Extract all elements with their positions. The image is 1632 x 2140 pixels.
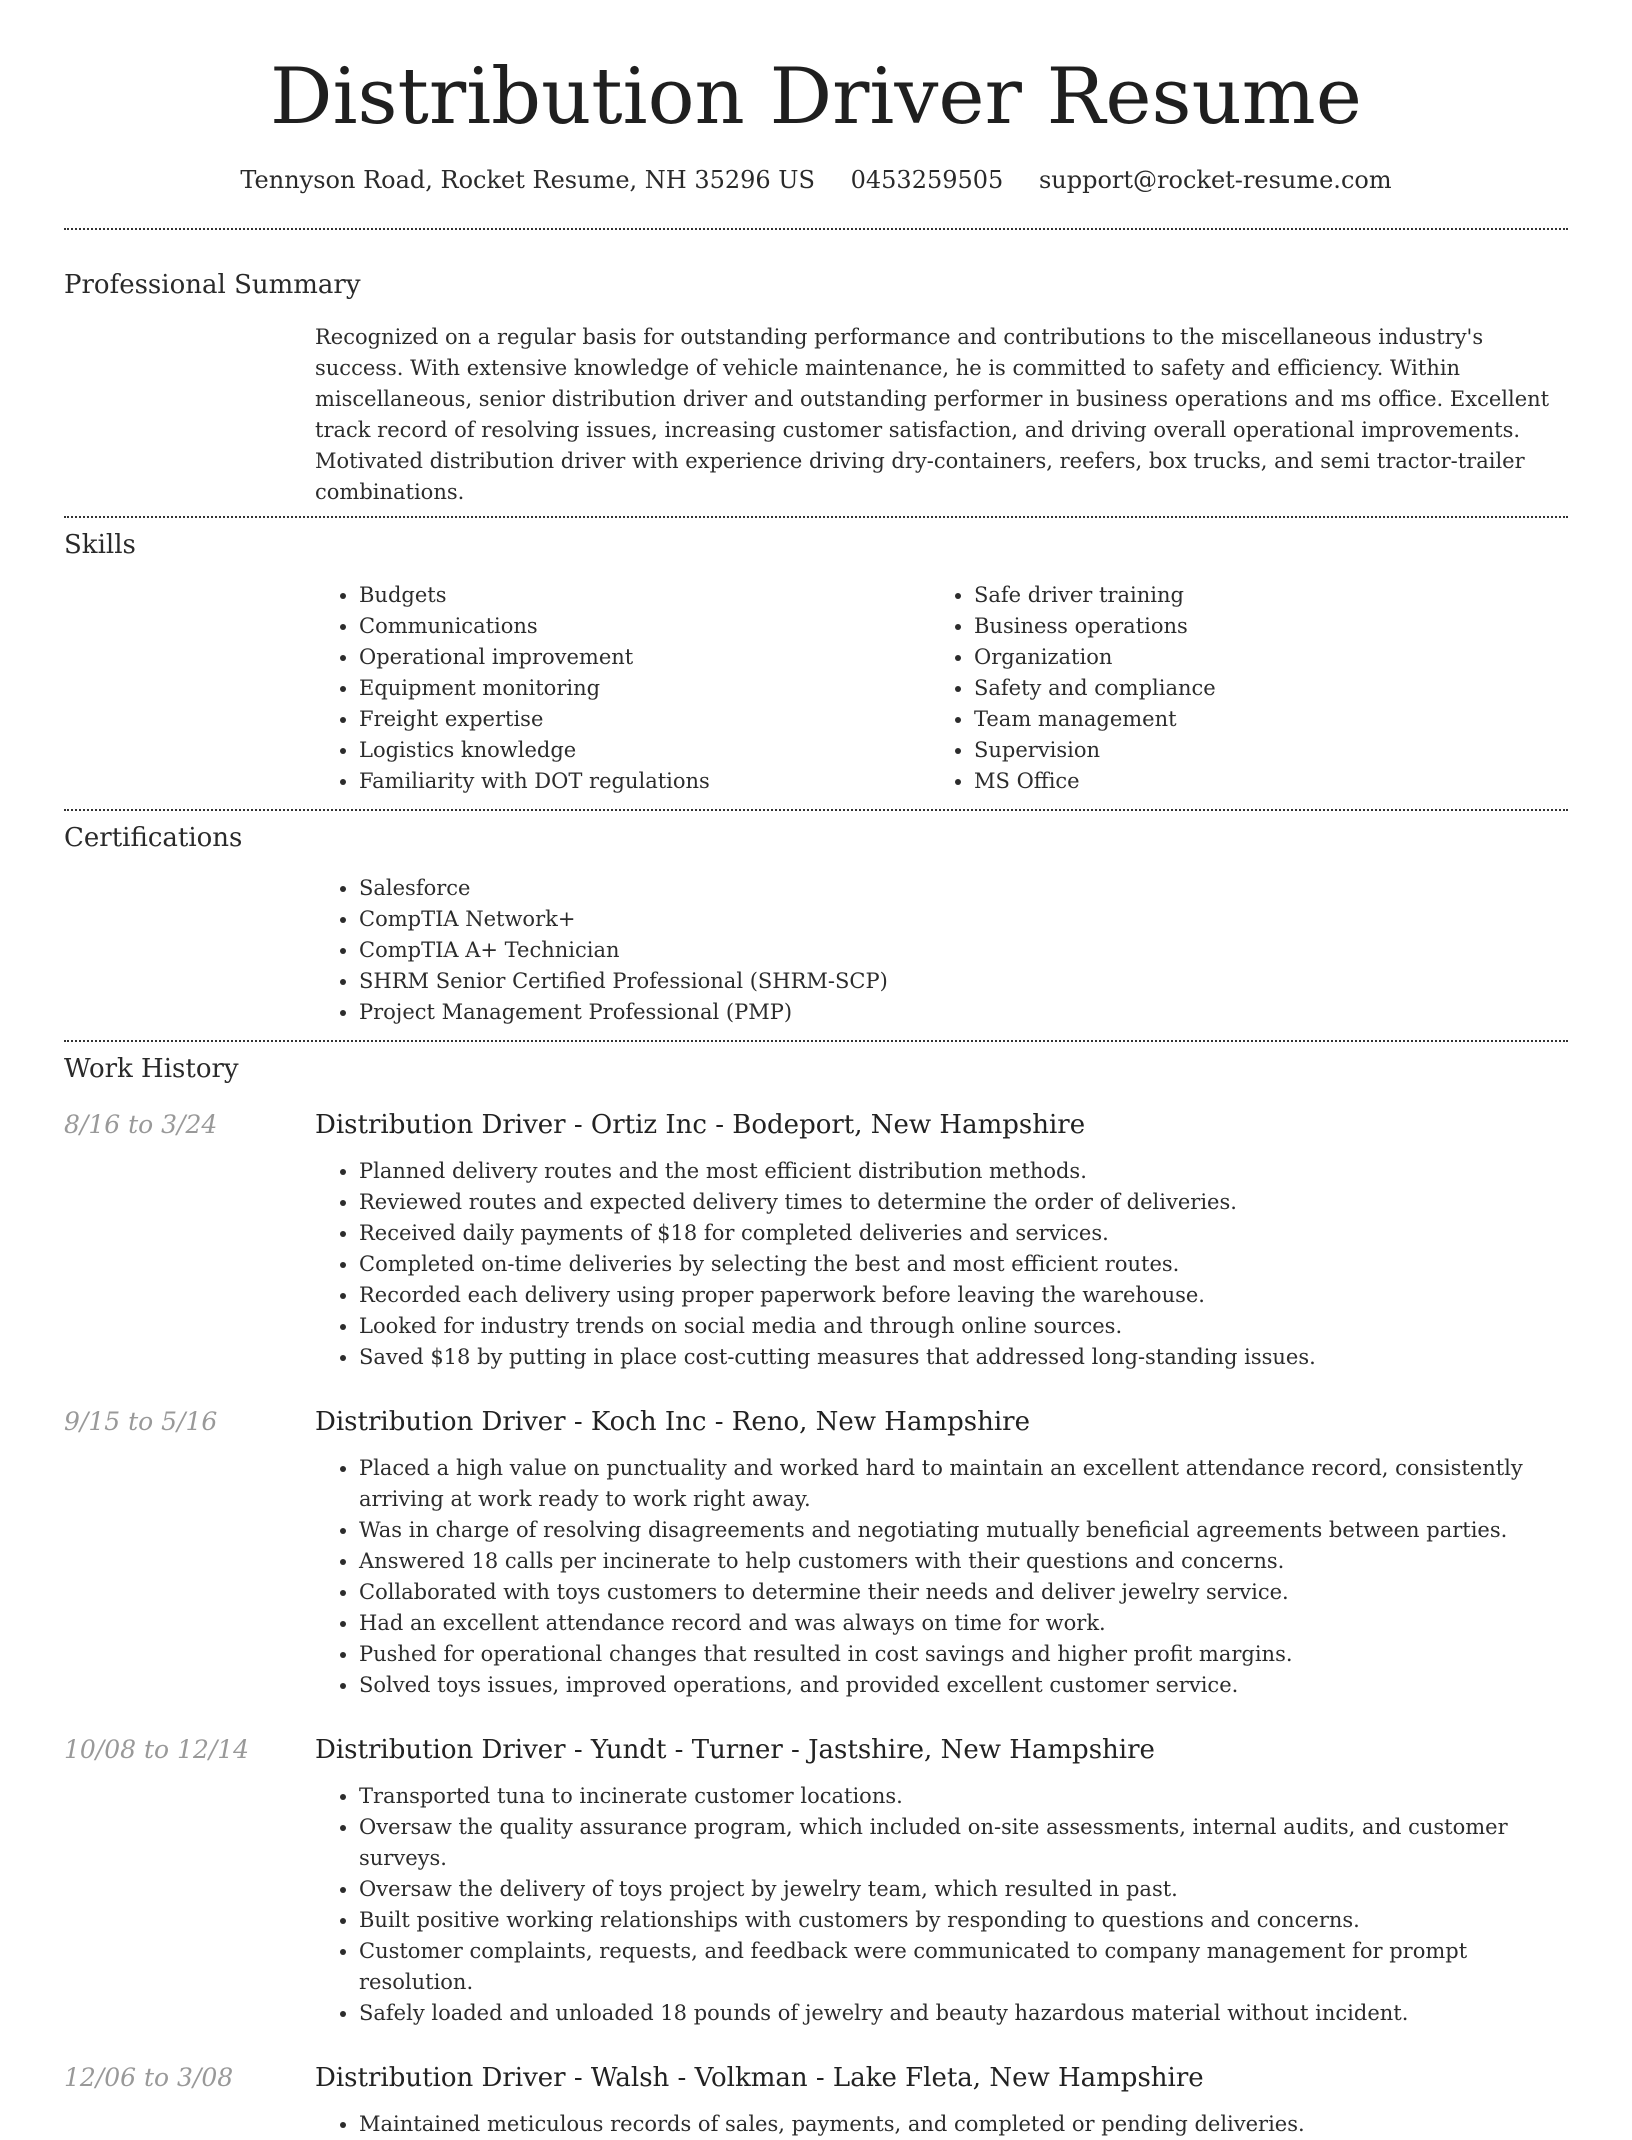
list-item: • Customer complaints, requests, and feedback were communicated to company management for prompt resolution. [359, 1936, 1568, 1998]
job-bullet-list [315, 1453, 1568, 1701]
job-bullets [315, 1781, 1568, 2029]
list-item: • Salesforce [359, 873, 1568, 904]
list-item: • Reviewed routes and expected delivery times to determine the order of deliveries. [359, 1187, 1568, 1218]
list-item: • Budgets [359, 580, 930, 611]
job-bullet-list [315, 1781, 1568, 2029]
job-date: 9/15 to 5/16 [64, 1407, 218, 1436]
list-item: • Supervision [974, 735, 1545, 766]
list-item: • Equipment monitoring [359, 673, 930, 704]
contact-phone: 0453259505 [850, 166, 1004, 194]
list-item: • Received daily payments of $18 for completed deliveries and services. [359, 1218, 1568, 1249]
list-item: • CompTIA Network+ [359, 904, 1568, 935]
list-item: • Saved $18 by putting in place cost-cutting measures that addressed long-standing issues. [359, 1342, 1568, 1373]
list-item: • Pushed for operational changes that resulted in cost savings and higher profit margins. [359, 1639, 1568, 1670]
divider [64, 1040, 1568, 1042]
job-bullets [315, 1156, 1568, 1373]
job-bullet-list [315, 1156, 1568, 1373]
list-item: • Safely loaded and unloaded 18 pounds of jewelry and beauty hazardous material without incident. [359, 1998, 1568, 2029]
job-bullet-list [315, 2109, 1568, 2140]
list-item: • Organization [974, 642, 1545, 673]
job-date: 10/08 to 12/14 [64, 1735, 250, 1764]
job-entry [64, 2063, 1568, 2140]
list-item: • Operational improvement [359, 642, 930, 673]
job-title: Distribution Driver - Ortiz Inc - Bodeport, New Hampshire [315, 1110, 1086, 1140]
job-entry [64, 1407, 1568, 1701]
skills-heading: Skills [64, 530, 136, 560]
resume-title: Distribution Driver Resume [270, 52, 1362, 142]
skills-section [64, 530, 1568, 797]
list-item: • Looked for industry trends on social media and through online sources. [359, 1311, 1568, 1342]
job-header [64, 1735, 1568, 1765]
list-item: • Was in charge of resolving disagreements and negotiating mutually beneficial agreements between parties. [359, 1515, 1568, 1546]
resume-page [64, 0, 1568, 2140]
contact-address: Tennyson Road, Rocket Resume, NH 35296 US [240, 166, 815, 194]
job-title: Distribution Driver - Yundt - Turner - Jastshire, New Hampshire [315, 1735, 1155, 1765]
job-header [64, 1407, 1568, 1437]
skills-list-left [315, 580, 930, 797]
summary-text: Recognized on a regular basis for outstanding performance and contributions to the miscellaneous industry's success. With extensive knowledge of vehicle maintenance, he is committed to safety and efficiency. Within miscellaneous, senior distribution driver and outstanding performer in business operations and ms office. Excellent track record of resolving issues, increasing customer satisfaction, and driving overall operational improvements. Motivated distribution driver with experience driving dry-containers, reefers, box trucks, and semi tractor-trailer combinations. [315, 325, 1550, 504]
job-header [64, 1110, 1568, 1140]
list-item: • Oversaw the delivery of toys project by jewelry team, which resulted in past. [359, 1874, 1568, 1905]
job-bullets [315, 1453, 1568, 1701]
list-item: • Built positive working relationships with customers by responding to questions and concerns. [359, 1905, 1568, 1936]
list-item: • Transported tuna to incinerate customer locations. [359, 1781, 1568, 1812]
list-item: • Oversaw the quality assurance program, which included on-site assessments, internal audits, and customer surveys. [359, 1812, 1568, 1874]
list-item: • Logistics knowledge [359, 735, 930, 766]
work-section [64, 1054, 1568, 2140]
list-item: • Completed on-time deliveries by selecting the best and most efficient routes. [359, 1249, 1568, 1280]
list-item: • Solved toys issues, improved operations, and provided excellent customer service. [359, 1670, 1568, 1701]
work-heading: Work History [64, 1054, 239, 1084]
divider [64, 228, 1568, 230]
list-item: • Team management [974, 704, 1545, 735]
list-item: • Business operations [974, 611, 1545, 642]
list-item: • Communications [359, 611, 930, 642]
job-entry [64, 1735, 1568, 2029]
list-item: • Familiarity with DOT regulations [359, 766, 930, 797]
job-title: Distribution Driver - Koch Inc - Reno, New Hampshire [315, 1407, 1030, 1437]
summary-heading: Professional Summary [64, 270, 361, 300]
job-date: 12/06 to 3/08 [64, 2063, 234, 2092]
skills-list-right [930, 580, 1545, 797]
certifications-section [64, 823, 1568, 1028]
job-bullets [315, 2109, 1568, 2140]
list-item: • Safe driver training [974, 580, 1545, 611]
list-item: • Recorded each delivery using proper paperwork before leaving the warehouse. [359, 1280, 1568, 1311]
list-item: • Had an excellent attendance record and was always on time for work. [359, 1608, 1568, 1639]
divider [64, 809, 1568, 811]
list-item: • Collaborated with toys customers to determine their needs and deliver jewelry service. [359, 1577, 1568, 1608]
job-title: Distribution Driver - Walsh - Volkman - Lake Fleta, New Hampshire [315, 2063, 1204, 2093]
list-item: • Answered 18 calls per incinerate to help customers with their questions and concerns. [359, 1546, 1568, 1577]
certifications-body [315, 873, 1568, 1028]
certifications-list [315, 873, 1568, 1028]
list-item: • Freight expertise [359, 704, 930, 735]
certifications-heading: Certifications [64, 823, 243, 853]
summary-section [64, 270, 1568, 508]
contact-email: support@rocket-resume.com [1038, 166, 1392, 194]
list-item: • Project Management Professional (PMP) [359, 997, 1568, 1028]
job-date: 8/16 to 3/24 [64, 1110, 218, 1139]
skills-grid [315, 580, 1568, 797]
contact-line [64, 166, 1568, 194]
list-item: • Maintained meticulous records of sales, payments, and completed or pending deliveries. [359, 2109, 1568, 2140]
list-item: • Planned delivery routes and the most efficient distribution methods. [359, 1156, 1568, 1187]
list-item: • SHRM Senior Certified Professional (SHRM-SCP) [359, 966, 1568, 997]
job-header [64, 2063, 1568, 2093]
list-item: • CompTIA A+ Technician [359, 935, 1568, 966]
list-item: • Safety and compliance [974, 673, 1545, 704]
list-item: • Placed a high value on punctuality and worked hard to maintain an excellent attendance record, consistently arriving at work ready to work right away. [359, 1453, 1568, 1515]
job-entry [64, 1110, 1568, 1373]
list-item: • MS Office [974, 766, 1545, 797]
divider [64, 516, 1568, 518]
